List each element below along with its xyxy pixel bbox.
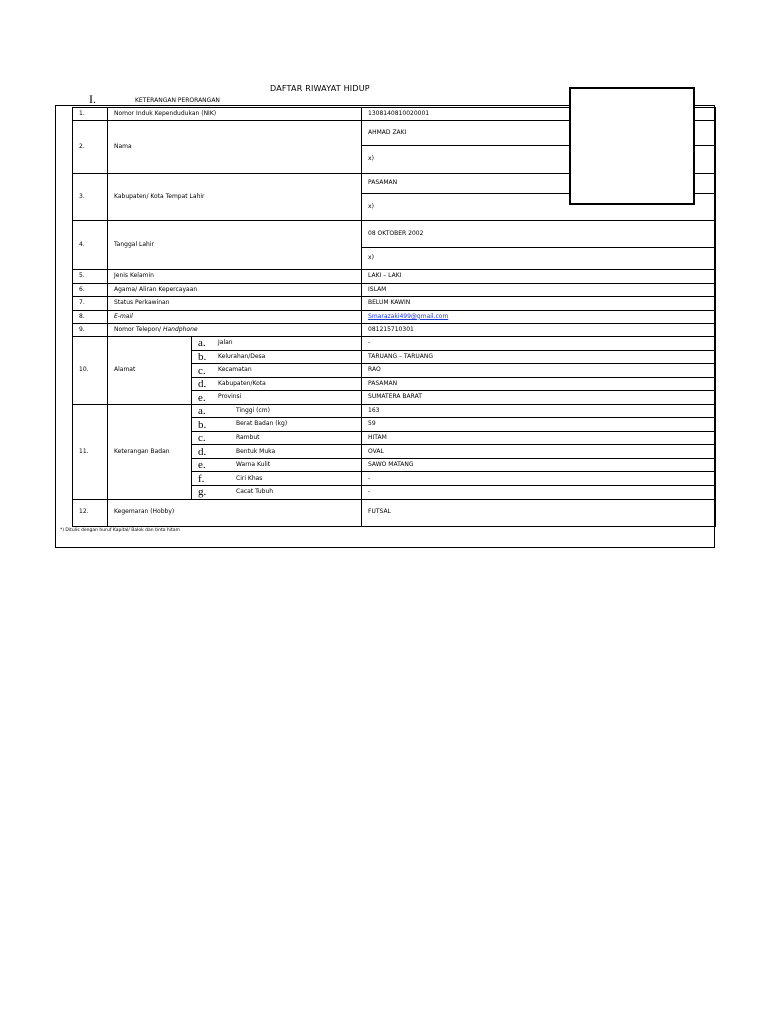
tanggal-lahir-note: x) (362, 248, 716, 270)
row-kegemaran (73, 499, 716, 526)
row-number: 6. (73, 284, 108, 297)
badan-value: SAWO MATANG (362, 459, 716, 472)
status-perkawinan-value: BELUM KAWIN (362, 297, 716, 311)
badan-item: a. Tinggi (cm) (192, 405, 362, 418)
row-number: 4. (73, 221, 108, 270)
row-number: 11. (73, 405, 108, 499)
tanggal-lahir-label: Tanggal Lahir (108, 221, 362, 270)
row-number: 7. (73, 297, 108, 311)
alamat-item: b. Kelurahan/Desa (192, 351, 362, 364)
alamat-value: - (362, 337, 716, 351)
agama-value: ISLAM (362, 284, 716, 297)
row-number: 8. (73, 311, 108, 324)
badan-item: e. Warna Kulit (192, 459, 362, 472)
tempat-lahir-value: PASAMAN (362, 174, 716, 194)
telepon-value: 081215710301 (362, 324, 716, 337)
badan-value: - (362, 486, 716, 499)
badan-item: c. Rambut (192, 432, 362, 445)
alamat-value: RAO (362, 364, 716, 378)
row-number: 3. (73, 174, 108, 221)
alamat-item: a. Jalan (192, 337, 362, 351)
nama-value: AHMAD ZAKI (362, 121, 716, 146)
badan-value: OVAL (362, 445, 716, 459)
doc-title: DAFTAR RIWAYAT HIDUP (270, 84, 370, 93)
keterangan-badan-label: Keterangan Badan (108, 405, 192, 499)
nama-note: x) (362, 146, 716, 174)
row-number: 12. (73, 499, 108, 526)
alamat-value: TARUANG – TARUANG (362, 351, 716, 364)
jenis-kelamin-value: LAKI – LAKI (362, 270, 716, 284)
status-perkawinan-label: Status Perkawinan (108, 297, 362, 311)
row-tanggal-lahir (73, 221, 716, 248)
row-jenis-kelamin (73, 270, 716, 284)
email-value (362, 311, 716, 324)
row-telepon (73, 324, 716, 337)
row-number: 2. (73, 121, 108, 174)
alamat-item: c. Kecamatan (192, 364, 362, 378)
telepon-label: Nomor Telepon/ Handphone (108, 324, 362, 337)
alamat-item: e. Provinsi (192, 391, 362, 405)
row-keterangan-badan (73, 405, 716, 418)
badan-item: g. Cacat Tubuh (192, 486, 362, 499)
footnote: *) Ditulis dengan huruf Kapital/ Balok dan tinta hitam (60, 528, 180, 533)
tempat-lahir-label: Kabupaten/ Kota Tempat Lahir (108, 174, 362, 221)
row-number: 1. (73, 108, 108, 121)
nama-label: Nama (108, 121, 362, 174)
alamat-item: d. Kabupaten/Kota (192, 378, 362, 391)
row-number: 9. (73, 324, 108, 337)
row-alamat (73, 337, 716, 351)
row-agama (73, 284, 716, 297)
badan-value: 59 (362, 418, 716, 432)
alamat-value: SUMATERA BARAT (362, 391, 716, 405)
row-status-perkawinan (73, 297, 716, 311)
badan-value: 163 (362, 405, 716, 418)
row-email (73, 311, 716, 324)
nik-label: Nomor Induk Kependudukan (NIK) (108, 108, 362, 121)
tanggal-lahir-value: 08 OKTOBER 2002 (362, 221, 716, 248)
alamat-label: Alamat (108, 337, 192, 405)
kegemaran-value: FUTSAL (362, 499, 716, 526)
agama-label: Agama/ Aliran Kepercayaan (108, 284, 362, 297)
section-label: KETERANGAN PERORANGAN (135, 97, 220, 104)
badan-item: b. Berat Badan (kg) (192, 418, 362, 432)
email-label: E-mail (108, 311, 362, 324)
badan-value: - (362, 472, 716, 486)
badan-item: d. Bentuk Muka (192, 445, 362, 459)
row-number: 5. (73, 270, 108, 284)
row-number: 10. (73, 337, 108, 405)
jenis-kelamin-label: Jenis Kelamin (108, 270, 362, 284)
tempat-lahir-note: x) (362, 194, 716, 221)
badan-item: f. Ciri Khas (192, 472, 362, 486)
email-link[interactable]: Smarazaki499@gmail.com (368, 312, 449, 320)
nik-value: 1308140810020001 (362, 108, 716, 121)
section-number: I. (89, 92, 96, 106)
badan-value: HITAM (362, 432, 716, 445)
kegemaran-label: Kegemaran (Hobby) (108, 499, 362, 526)
alamat-value: PASAMAN (362, 378, 716, 391)
photo-box (569, 87, 695, 205)
